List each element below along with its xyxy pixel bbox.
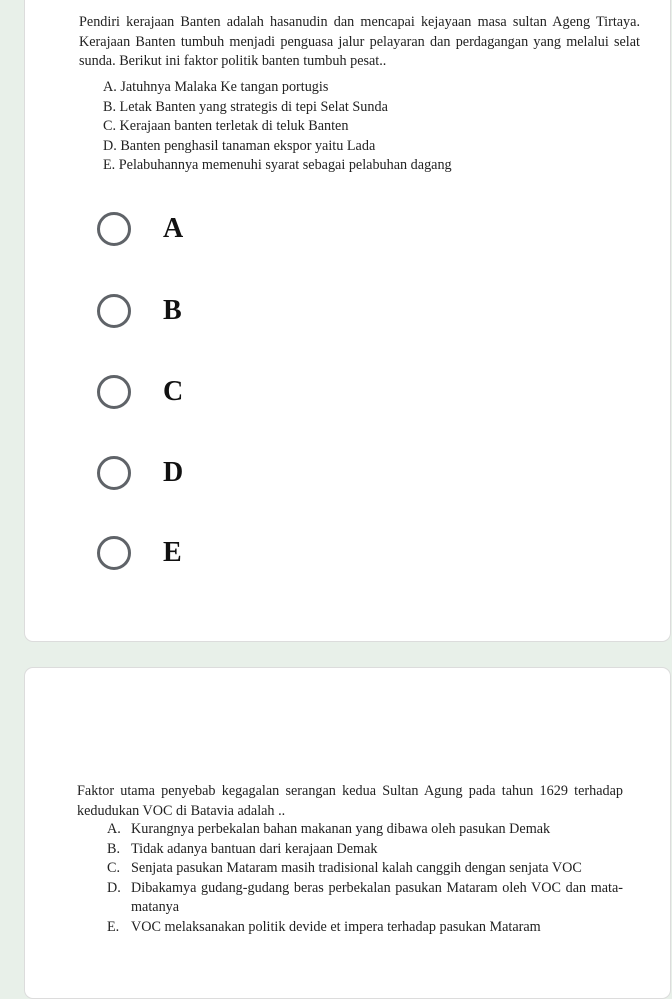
radio-button-icon[interactable] <box>97 212 131 246</box>
option-text: Tidak adanya bantuan dari kerajaan Demak <box>131 840 378 857</box>
answer-choice-label: D <box>163 457 184 488</box>
answer-choice-d[interactable] <box>97 453 297 493</box>
answer-choice-e[interactable] <box>97 533 297 573</box>
answer-choice-label: A <box>163 213 184 244</box>
option-letter: E. <box>107 918 120 935</box>
option-text: Senjata pasukan Mataram masih tradisional kalah canggih dengan senjata VOC <box>131 860 582 876</box>
radio-button-icon[interactable] <box>97 294 131 328</box>
question-2-option-d <box>107 879 623 918</box>
question-1-option-a: A. Jatuhnya Malaka Ke tangan portugis <box>103 79 329 95</box>
radio-button-icon[interactable] <box>97 536 131 570</box>
radio-button-icon[interactable] <box>97 375 131 409</box>
question-2-option-e <box>107 918 623 938</box>
answer-choice-label: E <box>163 537 182 568</box>
question-2-text: Faktor utama penyebab kegagalan serangan kedua Sultan Agung pada tahun 1629 terhadap kedudukan VOC di Batavia adalah .. <box>77 783 623 819</box>
option-text: Kurangnya perbekalan bahan makanan yang dibawa oleh pasukan Demak <box>131 821 551 837</box>
question-1-text: Pendiri kerajaan Banten adalah hasanudin dan mencapai kejayaan masa sultan Ageng Tirtaya. Kerajaan Banten tumbuh menjadi penguasa jalur pelayaran dan perdagangan yang melalui selat sunda. Berikut ini faktor politik banten tumbuh pesat.. <box>79 14 640 69</box>
option-letter: B. <box>107 840 121 857</box>
question-2-option-a <box>107 820 623 840</box>
answer-choice-label: B <box>163 295 182 326</box>
question-card-2 <box>24 667 671 999</box>
question-1-option-b: B. Letak Banten yang strategis di tepi Selat Sunda <box>103 98 388 115</box>
option-text: Dibakamya gudang-gudang beras perbekalan pasukan Mataram oleh VOC dan mata-matanya <box>131 879 623 915</box>
answer-choice-c[interactable] <box>97 372 297 412</box>
option-letter: C. <box>107 860 121 876</box>
answer-choice-label: C <box>163 376 184 407</box>
answer-choice-b[interactable] <box>97 291 297 331</box>
question-2-option-b <box>107 840 623 860</box>
question-1-option-d: D. Banten penghasil tanaman ekspor yaitu Lada <box>103 137 376 154</box>
option-letter: A. <box>107 821 121 837</box>
question-card-1 <box>24 0 671 642</box>
question-1-option-c: C. Kerajaan banten terletak di teluk Banten <box>103 118 349 134</box>
answer-choice-a[interactable] <box>97 209 297 249</box>
question-2-options <box>107 820 623 937</box>
question-1-option-e: E. Pelabuhannya memenuhi syarat sebagai pelabuhan dagang <box>103 157 452 173</box>
question-2-option-c <box>107 859 623 879</box>
radio-button-icon[interactable] <box>97 456 131 490</box>
option-letter: D. <box>107 879 121 896</box>
question-1-options <box>103 78 623 176</box>
option-text: VOC melaksanakan politik devide et impera terhadap pasukan Mataram <box>131 918 541 935</box>
